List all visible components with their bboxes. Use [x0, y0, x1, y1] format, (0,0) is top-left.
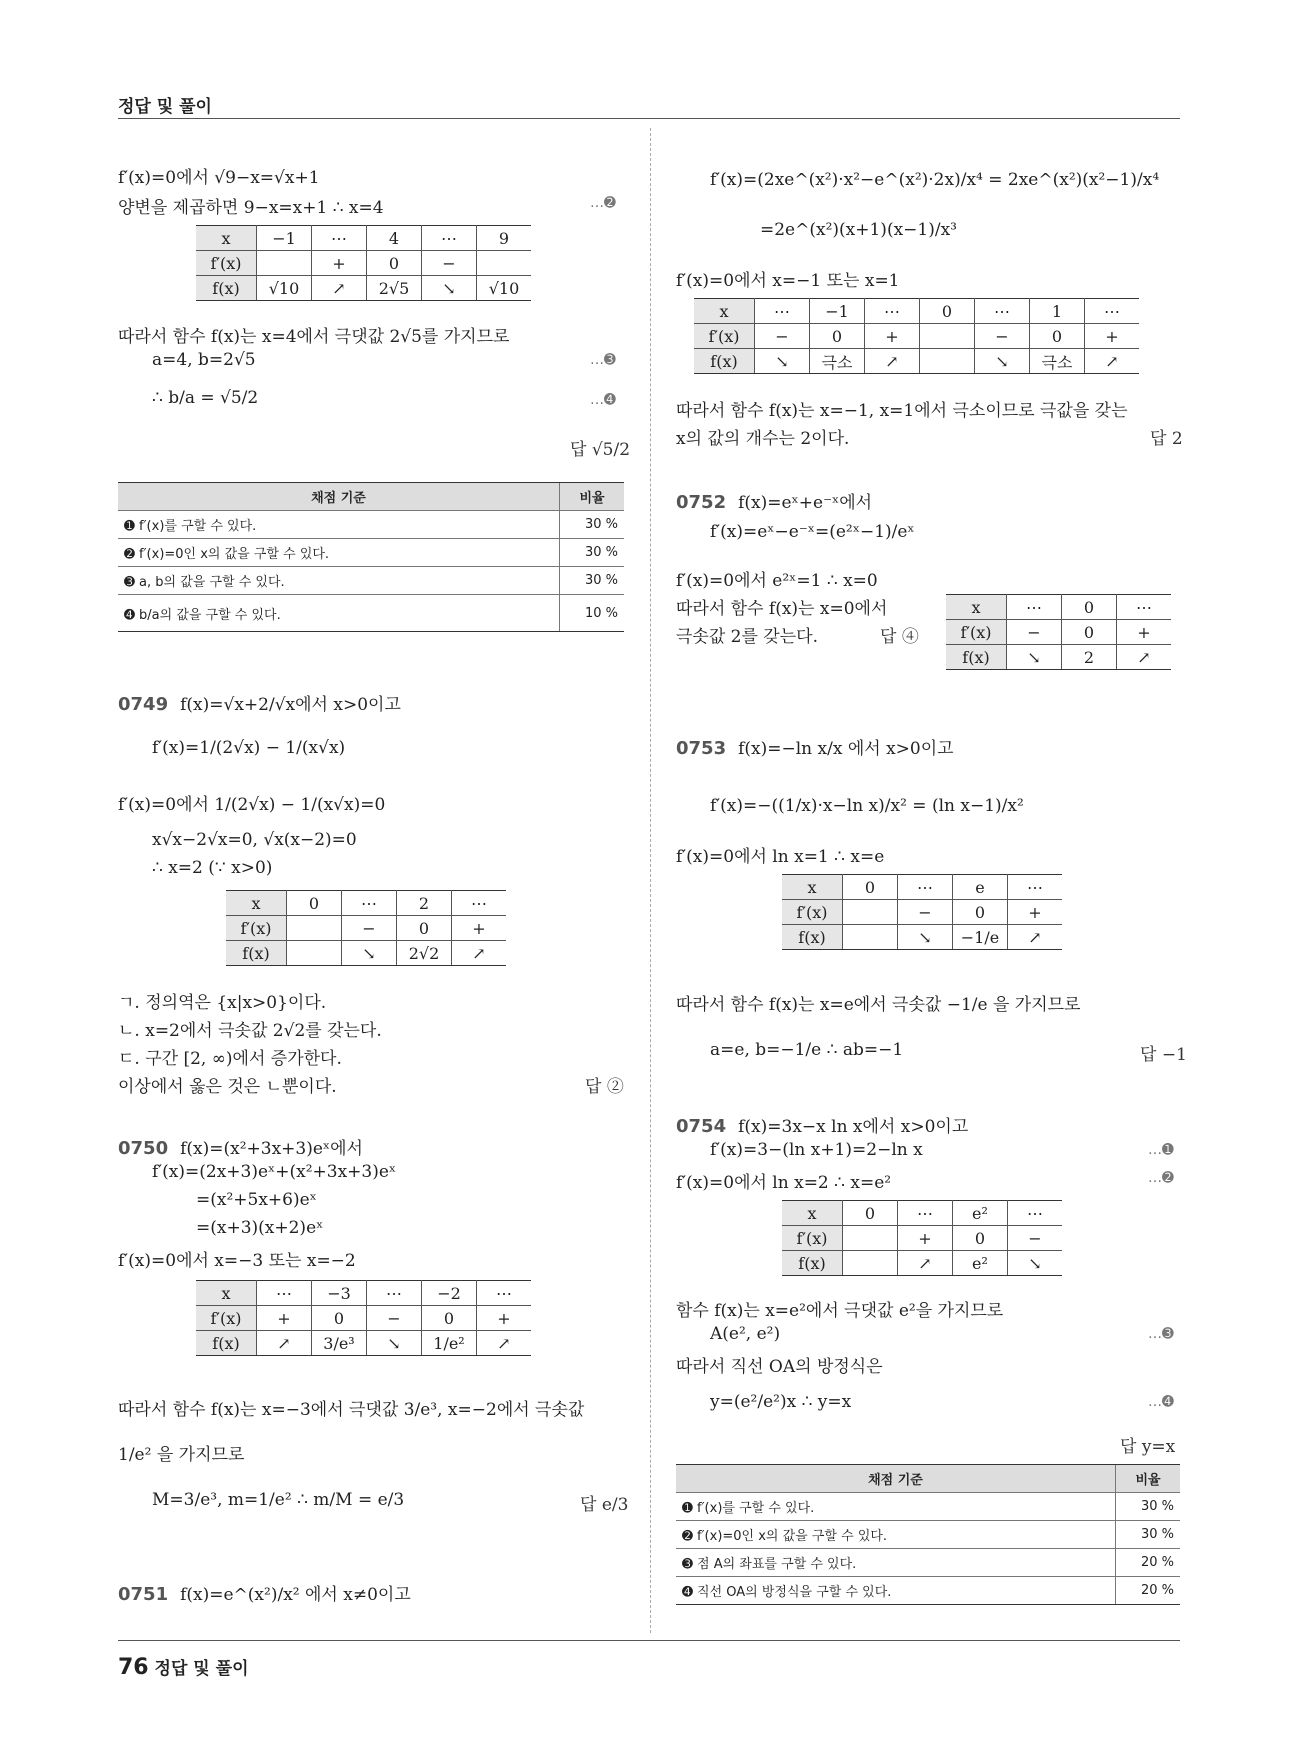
text-line: 극솟값 2를 갖는다. — [676, 627, 818, 647]
table-cell — [843, 925, 898, 950]
problem-id: 0749 — [118, 694, 169, 715]
table-cell: − — [422, 251, 477, 276]
table-row — [694, 324, 1139, 349]
text-line: f′(x)=0에서 1/(2√x) − 1/(x√x)=0 — [118, 795, 386, 815]
problem-id: 0750 — [118, 1138, 169, 1159]
table-cell: −1/e — [953, 925, 1008, 950]
table-cell: 0 — [367, 251, 422, 276]
table-row — [782, 900, 1062, 925]
table-cell: ↗ — [1008, 925, 1063, 950]
table-cell: + — [477, 1306, 532, 1331]
table-cell: 0 — [422, 1306, 477, 1331]
table-cell: + — [1117, 620, 1172, 645]
header-rule — [118, 118, 1180, 119]
table-row — [694, 349, 1139, 374]
table-cell: − — [342, 916, 397, 941]
row-header-cell: x — [782, 1201, 843, 1226]
table-cell: 0 — [312, 1306, 367, 1331]
score-ratio: 30 % — [560, 539, 625, 567]
problem-id: 0752 — [676, 492, 727, 513]
row-header-cell: f′(x) — [196, 251, 257, 276]
table-cell: e² — [953, 1201, 1008, 1226]
table-cell: − — [1008, 1226, 1063, 1251]
answer: 답 y=x — [1120, 1437, 1176, 1457]
table-cell: ⋯ — [367, 1281, 422, 1306]
text: f(x)=eˣ+e⁻ˣ에서 — [738, 493, 873, 513]
table-cell: ⋯ — [898, 1201, 953, 1226]
text-line: ㄱ. 정의역은 {x|x>0}이다. — [118, 993, 327, 1013]
scoring-table — [676, 1464, 1180, 1605]
row-header-cell: x — [782, 875, 843, 900]
problem-0749-start — [118, 690, 401, 715]
step-marker: …➊ — [1148, 1142, 1174, 1158]
row-header-cell: f′(x) — [946, 620, 1007, 645]
table-cell: 0 — [397, 916, 452, 941]
table-cell: ⋯ — [1008, 875, 1063, 900]
row-header-cell: x — [946, 595, 1007, 620]
score-criterion: ➋ f′(x)=0인 x의 값을 구할 수 있다. — [118, 539, 560, 567]
problem-0751-start — [118, 1580, 411, 1605]
score-criterion: ➋ f′(x)=0인 x의 값을 구할 수 있다. — [676, 1521, 1116, 1549]
answer: 답 −1 — [1140, 1045, 1187, 1065]
table-cell — [287, 916, 342, 941]
text-line: 양변을 제곱하면 9−x=x+1 ∴ x=4 — [118, 198, 384, 218]
table-cell: 0 — [1062, 595, 1117, 620]
table-row — [694, 299, 1139, 324]
row-header-cell: f(x) — [196, 276, 257, 301]
score-criterion: ➌ a, b의 값을 구할 수 있다. — [118, 567, 560, 595]
row-header-cell: f(x) — [226, 941, 287, 966]
row-header-cell: f′(x) — [782, 900, 843, 925]
table-cell: ⋯ — [477, 1281, 532, 1306]
table-row — [196, 1331, 531, 1356]
text-line: a=e, b=−1/e ∴ ab=−1 — [710, 1040, 904, 1060]
problem-0754-start — [676, 1112, 968, 1137]
text-line: 따라서 함수 f(x)는 x=0에서 — [676, 599, 888, 619]
table-cell: 0 — [920, 299, 975, 324]
text-line: A(e², e²) — [710, 1324, 781, 1344]
column-divider — [650, 128, 651, 1633]
score-header-criteria: 채점 기준 — [676, 1465, 1116, 1493]
step-marker: …➌ — [590, 352, 616, 368]
row-header-cell: f′(x) — [226, 916, 287, 941]
problem-0753-start — [676, 734, 954, 759]
table-cell: − — [1007, 620, 1062, 645]
variation-table — [782, 874, 1062, 950]
table-cell: ↗ — [1085, 349, 1140, 374]
row-header-cell: f(x) — [782, 1251, 843, 1276]
score-criterion: ➍ 직선 OA의 방정식을 구할 수 있다. — [676, 1577, 1116, 1605]
score-ratio: 30 % — [1116, 1521, 1181, 1549]
table-row — [196, 251, 531, 276]
page-footer — [118, 1654, 249, 1680]
score-header-criteria: 채점 기준 — [118, 483, 560, 511]
answer: 답 2 — [1150, 429, 1183, 449]
table-cell: ⋯ — [975, 299, 1030, 324]
text-line: =2e^(x²)(x+1)(x−1)/x³ — [760, 220, 957, 240]
table-cell: ↘ — [755, 349, 810, 374]
table-cell: 극소 — [1030, 349, 1085, 374]
problem-0752-start — [676, 488, 872, 513]
table-cell: 2√5 — [367, 276, 422, 301]
table-cell: ⋯ — [755, 299, 810, 324]
text-line: f′(x)=(2x+3)eˣ+(x²+3x+3)eˣ — [152, 1162, 397, 1182]
page-number: 76 — [118, 1655, 149, 1680]
row-header-cell: f′(x) — [782, 1226, 843, 1251]
table-cell: ↘ — [422, 276, 477, 301]
table-cell — [920, 349, 975, 374]
score-criterion: ➍ b/a의 값을 구할 수 있다. — [118, 595, 560, 632]
table-cell: ⋯ — [1117, 595, 1172, 620]
problem-id: 0753 — [676, 738, 727, 759]
table-cell: + — [1008, 900, 1063, 925]
table-cell — [843, 1251, 898, 1276]
row-header-cell: x — [694, 299, 755, 324]
table-cell: − — [367, 1306, 422, 1331]
table-cell: ⋯ — [342, 891, 397, 916]
step-marker: …➋ — [590, 195, 616, 211]
table-cell: ↗ — [477, 1331, 532, 1356]
table-cell: + — [257, 1306, 312, 1331]
table-cell — [287, 941, 342, 966]
text: f(x)=(x²+3x+3)eˣ에서 — [180, 1139, 363, 1159]
table-cell: e — [953, 875, 1008, 900]
variation-table — [782, 1200, 1062, 1276]
step-marker: …➍ — [1148, 1394, 1174, 1410]
variation-table — [946, 594, 1171, 670]
text-line: 따라서 함수 f(x)는 x=e에서 극솟값 −1/e 을 가지므로 — [676, 995, 1081, 1015]
table-cell: ⋯ — [257, 1281, 312, 1306]
table-cell: √10 — [257, 276, 312, 301]
table-cell: ↗ — [312, 276, 367, 301]
score-ratio: 20 % — [1116, 1549, 1181, 1577]
table-cell: 1/e² — [422, 1331, 477, 1356]
table-cell: ↗ — [257, 1331, 312, 1356]
table-row — [782, 875, 1062, 900]
table-cell: ⋯ — [1007, 595, 1062, 620]
answer: 답 ④ — [880, 627, 919, 647]
answer: 답 √5/2 — [570, 440, 631, 460]
text-line: 따라서 함수 f(x)는 x=4에서 극댓값 2√5를 가지므로 — [118, 327, 510, 347]
score-ratio: 30 % — [1116, 1493, 1181, 1521]
text-line: f′(x)=3−(ln x+1)=2−ln x — [710, 1140, 923, 1160]
footer-rule — [118, 1640, 1180, 1641]
table-cell — [843, 1226, 898, 1251]
table-cell: ↗ — [865, 349, 920, 374]
table-cell: 0 — [953, 900, 1008, 925]
table-cell: + — [452, 916, 507, 941]
answer: 답 e/3 — [580, 1495, 629, 1515]
table-cell: ⋯ — [1085, 299, 1140, 324]
text-line: f′(x)=0에서 x=−3 또는 x=−2 — [118, 1251, 356, 1271]
table-cell — [920, 324, 975, 349]
step-marker: …➋ — [1148, 1170, 1174, 1186]
table-cell: ↘ — [898, 925, 953, 950]
text: f(x)=−ln x/x 에서 x>0이고 — [738, 739, 954, 759]
score-criterion: ➊ f′(x)를 구할 수 있다. — [118, 511, 560, 539]
text-line: 함수 f(x)는 x=e²에서 극댓값 e²을 가지므로 — [676, 1301, 1004, 1321]
table-cell: 2√2 — [397, 941, 452, 966]
table-cell: − — [898, 900, 953, 925]
table-cell: −3 — [312, 1281, 367, 1306]
text: f(x)=e^(x²)/x² 에서 x≠0이고 — [180, 1585, 411, 1605]
table-cell: ↗ — [452, 941, 507, 966]
row-header-cell: x — [196, 226, 257, 251]
text-line: 1/e² 을 가지므로 — [118, 1445, 245, 1465]
table-cell: + — [312, 251, 367, 276]
table-cell: ↘ — [367, 1331, 422, 1356]
variation-table — [694, 298, 1139, 374]
page-header-title: 정답 및 풀이 — [118, 97, 212, 117]
table-cell: ↘ — [1008, 1251, 1063, 1276]
problem-id: 0751 — [118, 1584, 169, 1605]
table-cell: ↘ — [975, 349, 1030, 374]
table-cell: −1 — [257, 226, 312, 251]
table-cell: 2 — [1062, 645, 1117, 670]
text-line: f′(x)=(2xe^(x²)·x²−e^(x²)·2x)/x⁴ = 2xe^(x²)(x²−1)/x⁴ — [710, 170, 1160, 190]
row-header-cell: f(x) — [946, 645, 1007, 670]
text-line: f′(x)=0에서 e²ˣ=1 ∴ x=0 — [676, 571, 878, 591]
text-line: x의 값의 개수는 2이다. — [676, 429, 850, 449]
table-row — [782, 1226, 1062, 1251]
table-cell: + — [1085, 324, 1140, 349]
text-line: 따라서 직선 OA의 방정식은 — [676, 1357, 883, 1377]
table-row — [196, 1281, 531, 1306]
score-ratio: 30 % — [560, 511, 625, 539]
table-cell: 2 — [397, 891, 452, 916]
score-ratio: 20 % — [1116, 1577, 1181, 1605]
table-row — [946, 595, 1171, 620]
text-line: ∴ b/a = √5/2 — [152, 388, 259, 408]
table-cell: 0 — [1062, 620, 1117, 645]
scoring-table — [118, 482, 624, 632]
row-header-cell: f(x) — [782, 925, 843, 950]
table-cell: − — [755, 324, 810, 349]
table-cell: 0 — [1030, 324, 1085, 349]
text-line: f′(x)=0에서 √9−x=√x+1 — [118, 168, 320, 188]
text-line: ∴ x=2 (∵ x>0) — [152, 858, 273, 878]
text-line: 따라서 함수 f(x)는 x=−3에서 극댓값 3/e³, x=−2에서 극솟값 — [118, 1400, 585, 1420]
table-cell — [843, 900, 898, 925]
table-row — [196, 226, 531, 251]
table-cell: ⋯ — [865, 299, 920, 324]
variation-table — [196, 225, 531, 301]
table-cell: √10 — [477, 276, 532, 301]
text-line: 이상에서 옳은 것은 ㄴ뿐이다. — [118, 1077, 337, 1097]
table-cell: ⋯ — [452, 891, 507, 916]
table-cell: ↘ — [1007, 645, 1062, 670]
table-row — [946, 645, 1171, 670]
table-cell: ↗ — [1117, 645, 1172, 670]
problem-0750-start — [118, 1134, 363, 1159]
step-marker: …➌ — [1148, 1326, 1174, 1342]
table-row — [226, 941, 506, 966]
table-row — [782, 925, 1062, 950]
text: f(x)=3x−x ln x에서 x>0이고 — [738, 1117, 969, 1137]
table-cell: 4 — [367, 226, 422, 251]
table-cell: − — [975, 324, 1030, 349]
row-header-cell: f(x) — [196, 1331, 257, 1356]
answer: 답 ② — [585, 1077, 624, 1097]
table-cell: 3/e³ — [312, 1331, 367, 1356]
table-row — [782, 1201, 1062, 1226]
table-row — [946, 620, 1171, 645]
text-line: f′(x)=0에서 ln x=1 ∴ x=e — [676, 847, 885, 867]
text-line: =(x+3)(x+2)eˣ — [196, 1218, 324, 1238]
table-row — [226, 916, 506, 941]
table-cell: ⋯ — [1008, 1201, 1063, 1226]
text-line: ㄴ. x=2에서 극솟값 2√2를 갖는다. — [118, 1021, 382, 1041]
variation-table — [196, 1280, 531, 1356]
table-cell: 0 — [843, 1201, 898, 1226]
table-cell: + — [865, 324, 920, 349]
text-line: f′(x)=0에서 ln x=2 ∴ x=e² — [676, 1173, 892, 1193]
table-cell: ⋯ — [312, 226, 367, 251]
text-line: f′(x)=0에서 x=−1 또는 x=1 — [676, 271, 900, 291]
table-row — [196, 1306, 531, 1331]
table-row — [226, 891, 506, 916]
text-line: f′(x)=1/(2√x) − 1/(x√x) — [152, 738, 346, 758]
score-header-ratio: 비율 — [1116, 1465, 1181, 1493]
row-header-cell: f(x) — [694, 349, 755, 374]
table-row — [196, 276, 531, 301]
footer-title: 정답 및 풀이 — [154, 1659, 249, 1679]
text-line: 따라서 함수 f(x)는 x=−1, x=1에서 극소이므로 극값을 갖는 — [676, 401, 1128, 421]
table-cell: 0 — [810, 324, 865, 349]
table-cell: 1 — [1030, 299, 1085, 324]
step-marker: …➍ — [590, 392, 616, 408]
text-line: M=3/e³, m=1/e² ∴ m/M = e/3 — [152, 1490, 405, 1510]
text-line: x√x−2√x=0, √x(x−2)=0 — [152, 830, 357, 850]
text-line: ㄷ. 구간 [2, ∞)에서 증가한다. — [118, 1049, 342, 1069]
table-cell: ⋯ — [898, 875, 953, 900]
score-criterion: ➌ 점 A의 좌표를 구할 수 있다. — [676, 1549, 1116, 1577]
score-ratio: 10 % — [560, 595, 625, 632]
score-criterion: ➊ f′(x)를 구할 수 있다. — [676, 1493, 1116, 1521]
table-cell: 0 — [953, 1226, 1008, 1251]
table-cell: 극소 — [810, 349, 865, 374]
table-cell — [477, 251, 532, 276]
table-cell: ⋯ — [422, 226, 477, 251]
score-header-ratio: 비율 — [560, 483, 625, 511]
row-header-cell: f′(x) — [694, 324, 755, 349]
table-cell: e² — [953, 1251, 1008, 1276]
table-cell: −2 — [422, 1281, 477, 1306]
table-cell: 9 — [477, 226, 532, 251]
row-header-cell: x — [196, 1281, 257, 1306]
table-row — [782, 1251, 1062, 1276]
variation-table — [226, 890, 506, 966]
row-header-cell: f′(x) — [196, 1306, 257, 1331]
table-cell — [257, 251, 312, 276]
text: f(x)=√x+2/√x에서 x>0이고 — [180, 695, 401, 715]
table-cell: 0 — [843, 875, 898, 900]
table-cell: ↗ — [898, 1251, 953, 1276]
text-line: f′(x)=eˣ−e⁻ˣ=(e²ˣ−1)/eˣ — [710, 522, 915, 542]
table-cell: −1 — [810, 299, 865, 324]
table-cell: + — [898, 1226, 953, 1251]
text-line: f′(x)=−((1/x)·x−ln x)/x² = (ln x−1)/x² — [710, 796, 1024, 816]
row-header-cell: x — [226, 891, 287, 916]
score-ratio: 30 % — [560, 567, 625, 595]
text-line: =(x²+5x+6)eˣ — [196, 1190, 317, 1210]
table-cell: ↘ — [342, 941, 397, 966]
problem-id: 0754 — [676, 1116, 727, 1137]
text-line: y=(e²/e²)x ∴ y=x — [710, 1392, 852, 1412]
table-cell: 0 — [287, 891, 342, 916]
text-line: a=4, b=2√5 — [152, 350, 256, 370]
